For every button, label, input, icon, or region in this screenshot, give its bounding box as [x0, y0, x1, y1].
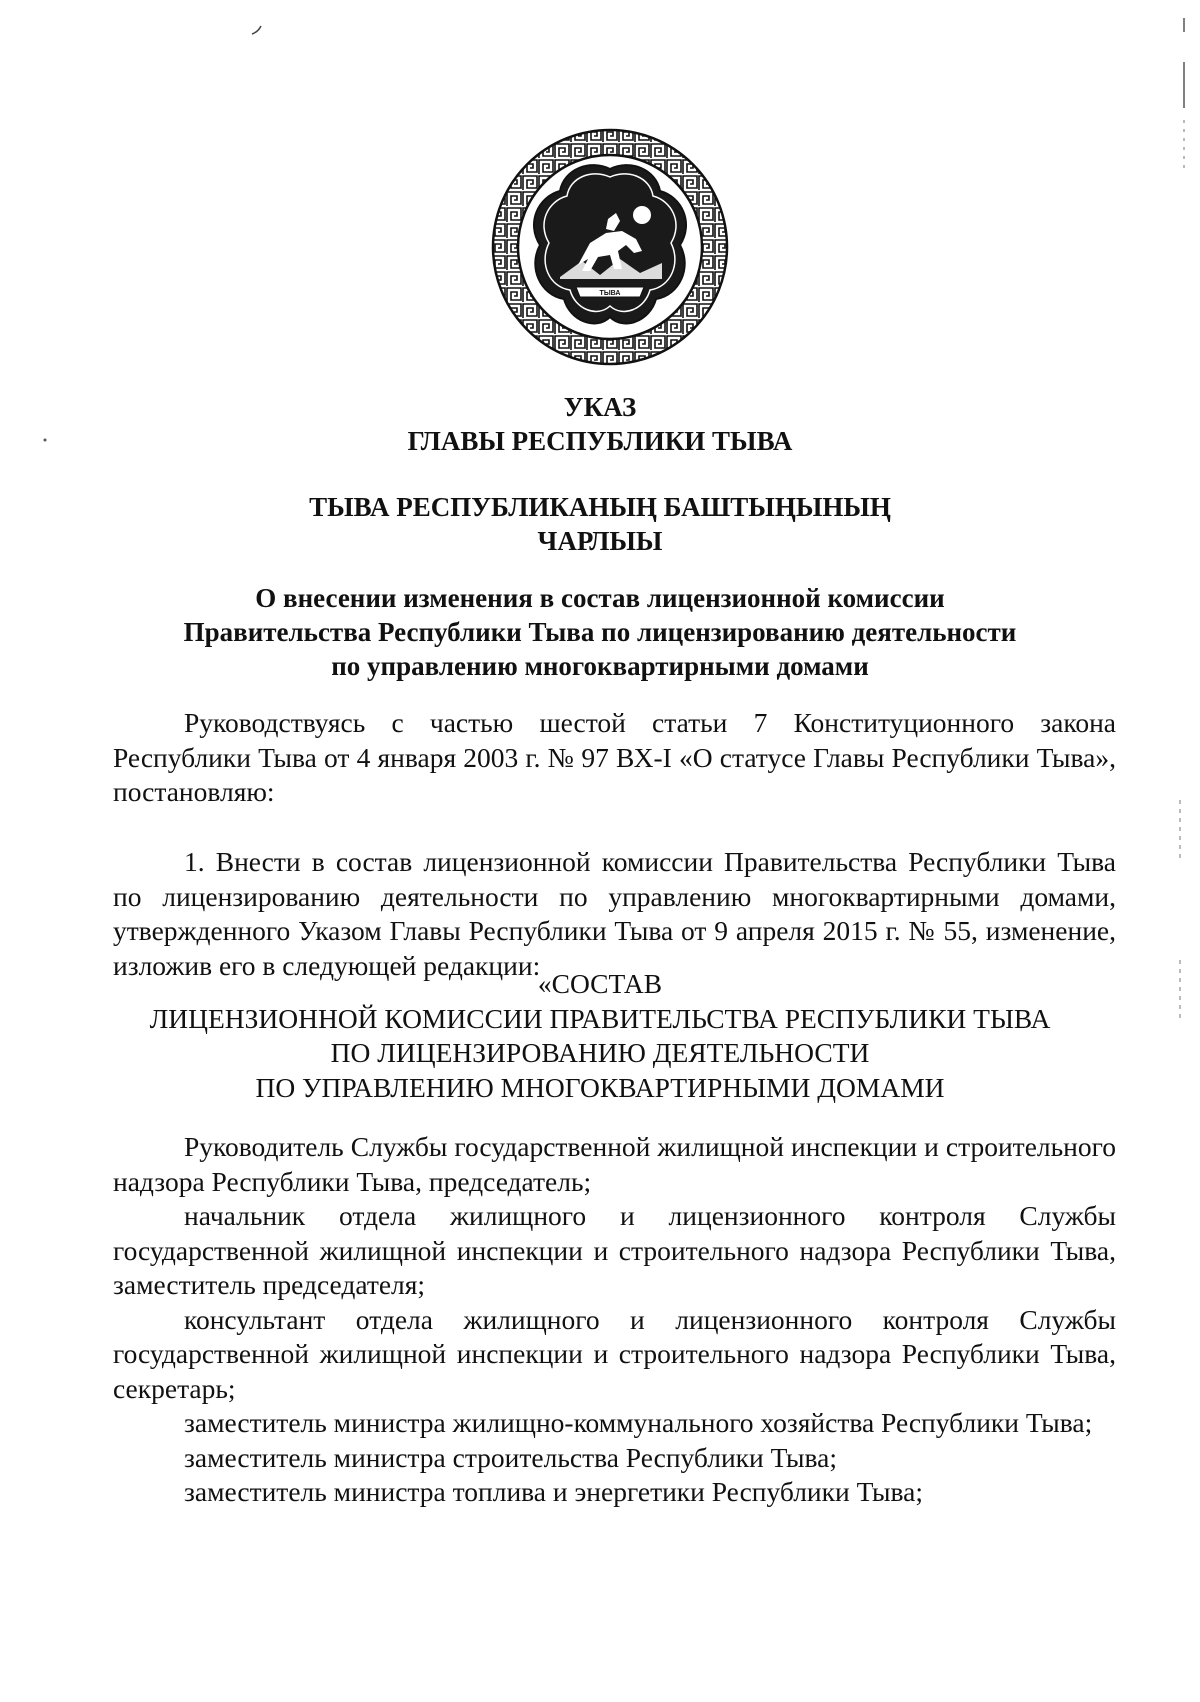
list-item: заместитель министра топлива и энергетики Республики Тыва;	[184, 1476, 923, 1507]
emblem-ribbon-text: ТЫВА	[599, 290, 621, 297]
subject-line-1: О внесении изменения в состав лицензионной комиссии	[255, 583, 945, 613]
list-item: консультант отдела жилищного и лицензионного контроля Службы государственной жилищной инспекции и строительного надзора Республики Тыва, секретарь;	[113, 1303, 1116, 1404]
subject-line-3: по управлению многоквартирными домами	[331, 651, 869, 681]
preamble-paragraph: Руководствуясь с частью шестой статьи 7 Конституционного закона Республики Тыва от 4 января 2003 г. № 97 ВХ-I «О статусе Главы Республики Тыва», постановляю:	[113, 707, 1116, 807]
item-1-block	[113, 845, 1116, 983]
title-line-2: ГЛАВЫ РЕСПУБЛИКИ ТЫВА	[407, 426, 793, 456]
item-1-paragraph: 1. Внести в состав лицензионной комиссии Правительства Республики Тыва по лицензированию деятельности по управлению многоквартирными домами, утвержденного Указом Главы Республики Тыва от 9 апреля 2015 г. № 55, изменение, изложив его в следующей редакции:	[113, 846, 1116, 981]
decree-title-tuvan	[0, 490, 1200, 558]
tuva-coat-of-arms-icon	[490, 127, 730, 367]
composition-line-3: ПО ЛИЦЕНЗИРОВАНИЮ ДЕЯТЕЛЬНОСТИ	[330, 1037, 870, 1068]
composition-line-4: ПО УПРАВЛЕНИЮ МНОГОКВАРТИРНЫМИ ДОМАМИ	[255, 1071, 945, 1103]
list-item: начальник отдела жилищного и лицензионного контроля Службы государственной жилищной инспекции и строительного надзора Республики Тыва, заместитель председателя;	[113, 1200, 1116, 1300]
list-item: заместитель министра строительства Республики Тыва;	[184, 1441, 838, 1473]
composition-heading	[0, 967, 1200, 1105]
decree-subject	[0, 581, 1200, 683]
list-item: заместитель министра жилищно-коммунального хозяйства Республики Тыва;	[184, 1407, 1093, 1438]
list-item: Руководитель Службы государственной жилищной инспекции и строительного надзора Республики Тыва, председатель;	[113, 1131, 1116, 1197]
title-line-1: УКАЗ	[563, 392, 637, 422]
commission-members-list	[113, 1130, 1116, 1510]
composition-line-1: «СОСТАВ	[537, 968, 663, 999]
decree-title	[0, 390, 1200, 458]
tuvan-line-2: ЧАРЛЫЫ	[537, 526, 663, 556]
tuvan-line-1: ТЫВА РЕСПУБЛИКАНЫҢ БАШТЫҢЫНЫҢ	[309, 492, 891, 522]
preamble-block	[113, 706, 1116, 810]
subject-line-2: Правительства Республики Тыва по лицензированию деятельности	[183, 617, 1017, 647]
composition-line-2: ЛИЦЕНЗИОННОЙ КОМИССИИ ПРАВИТЕЛЬСТВА РЕСПУБЛИКИ ТЫВА	[149, 1002, 1051, 1034]
